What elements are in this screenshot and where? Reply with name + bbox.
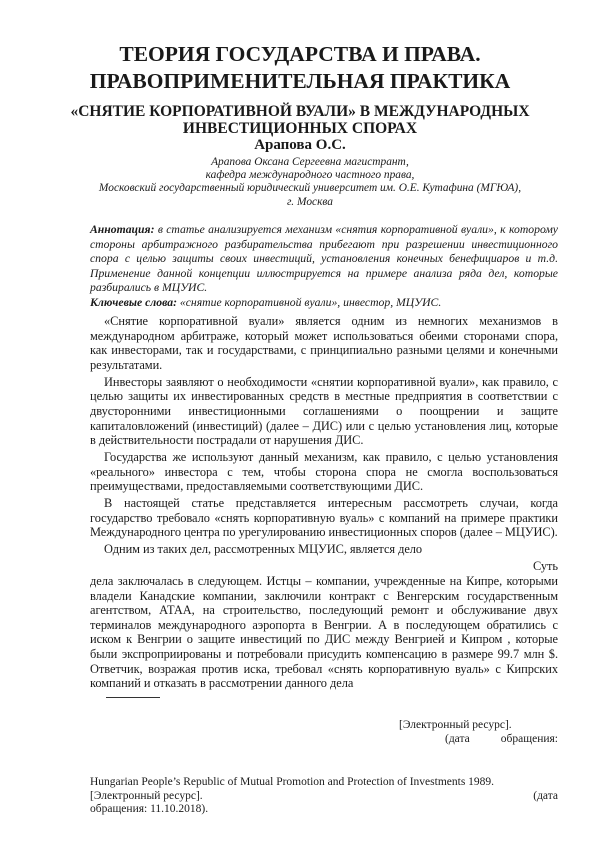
- footnote-separator: [106, 697, 160, 698]
- body-paragraph-4: В настоящей статье представляется интересным рассмотреть случаи, когда государство требовало «снять корпоративную вуаль» с компаний на примере практики Международного центра по урегулированию инвестиционных споров (далее – МЦУИС).: [90, 496, 558, 540]
- footnote-2-access-date: обращения: 11.10.2018).: [90, 803, 209, 815]
- article-title: [40, 103, 560, 137]
- abstract-paragraph: [90, 223, 558, 296]
- journal-title-line1: ТЕОРИЯ ГОСУДАРСТВА И ПРАВА.: [119, 42, 481, 66]
- author-info-line3: Московский государственный юридический университет им. О.Е. Кутафина (МГЮА),: [98, 182, 522, 195]
- author-info-line4: г. Москва: [287, 195, 333, 208]
- body-paragraph-6: Суть: [532, 559, 558, 574]
- abstract: [90, 223, 558, 310]
- footnote-2-row: [90, 790, 558, 804]
- article-title-line2: ИНВЕСТИЦИОННЫХ СПОРАХ: [182, 120, 418, 137]
- body-paragraph-1: «Снятие корпоративной вуали» является одним из немногих механизмов в международном арбитраже, который может использоваться обеими сторонами спора, как инвесторами, так и государствами, с принципиально разными целями и конечными результатами.: [90, 314, 558, 372]
- footnote-2: [90, 776, 558, 817]
- body-paragraph-2: Инвесторы заявляют о необходимости «снятии корпоративной вуали», как правило, с целью защиты их инвестированных средств в местные предприятия в соответствии с двусторонними инвестиционными соглашениями о поощрении и защите капиталовложений (инвестиций) (далее – ДИС) или с целью установления лиц, которые в действительности пострадали от нарушения ДИС.: [90, 374, 558, 448]
- footnote-2-resource: [Электронный ресурс].: [90, 789, 203, 802]
- body-paragraph-3: Государства же используют данный механизм, как правило, с целью установления «реального» инвестора с тем, чтобы сторона спора не смогла воспользоваться преимуществами, предоставляемыми соответствующими ДИС.: [90, 450, 558, 494]
- author-info-line1: Арапова Оксана Сергеевна магистрант,: [211, 156, 409, 168]
- article-body: [90, 314, 558, 693]
- journal-title: [40, 41, 560, 95]
- keywords-paragraph: [90, 296, 558, 311]
- footnote-1-line2: [90, 733, 558, 747]
- footnote-1-date-word: (дата: [445, 732, 470, 745]
- footnote-1-access-word: обращения:: [500, 732, 558, 745]
- footnote-1: [90, 719, 558, 746]
- abstract-label: Аннотация:: [90, 223, 155, 236]
- article-title-line1: «СНЯТИЕ КОРПОРАТИВНОЙ ВУАЛИ» В МЕЖДУНАРОДНЫХ: [70, 103, 530, 120]
- author-info: [90, 156, 530, 209]
- body-paragraph-5: Одним из таких дел, рассмотренных МЦУИС, является дело: [104, 542, 423, 557]
- body-paragraph-7: дела заключалась в следующем. Истцы – компании, учрежденные на Кипре, которыми владели Канадские компании, заключили контракт с Венгерским государственным агентством, АТАА, на строительство, последующий ремонт и обслуживание двух терминалов международного аэропорта в Венгрии. А в последующем обратились с иском к Венгрии о защите инвестиций по ДИС между Венгрией и Кипром , которые были экспроприированы и потребовали присудить компенсацию в размере 99.7 млн $. Ответчик, возражая против иска, требовал «снять корпоративную вуаль» с Кипрских компаний и отказать в рассмотрении данного дела: [90, 574, 558, 691]
- journal-title-line2: ПРАВОПРИМЕНИТЕЛЬНАЯ ПРАКТИКА: [89, 69, 511, 93]
- abstract-text: в статье анализируется механизм «снятия корпоративной вуали», к которому стороны арбитражного разбирательства прибегают при разрешении инвестиционного спора с целью защиты своих инвестиций, установления конечных бенефициаров и т.д. Применение данной концепции иллюстрируется на примере анализа ряда дел, которые разбирались в МЦУИС.: [90, 223, 558, 294]
- footnote-2-text: Hungarian People’s Republic of Mutual Promotion and Protection of Investments 1989.: [90, 776, 495, 788]
- author-name: Арапова О.С.: [254, 137, 346, 153]
- author-info-line2: кафедра международного частного права,: [205, 169, 415, 182]
- keywords-label: Ключевые слова:: [90, 295, 177, 309]
- footnote-2-date-word: (дата: [533, 789, 558, 802]
- footnote-1-line1: [Электронный ресурс].: [399, 719, 512, 731]
- keywords-text: «снятие корпоративной вуали», инвестор, МЦУИС.: [176, 295, 442, 309]
